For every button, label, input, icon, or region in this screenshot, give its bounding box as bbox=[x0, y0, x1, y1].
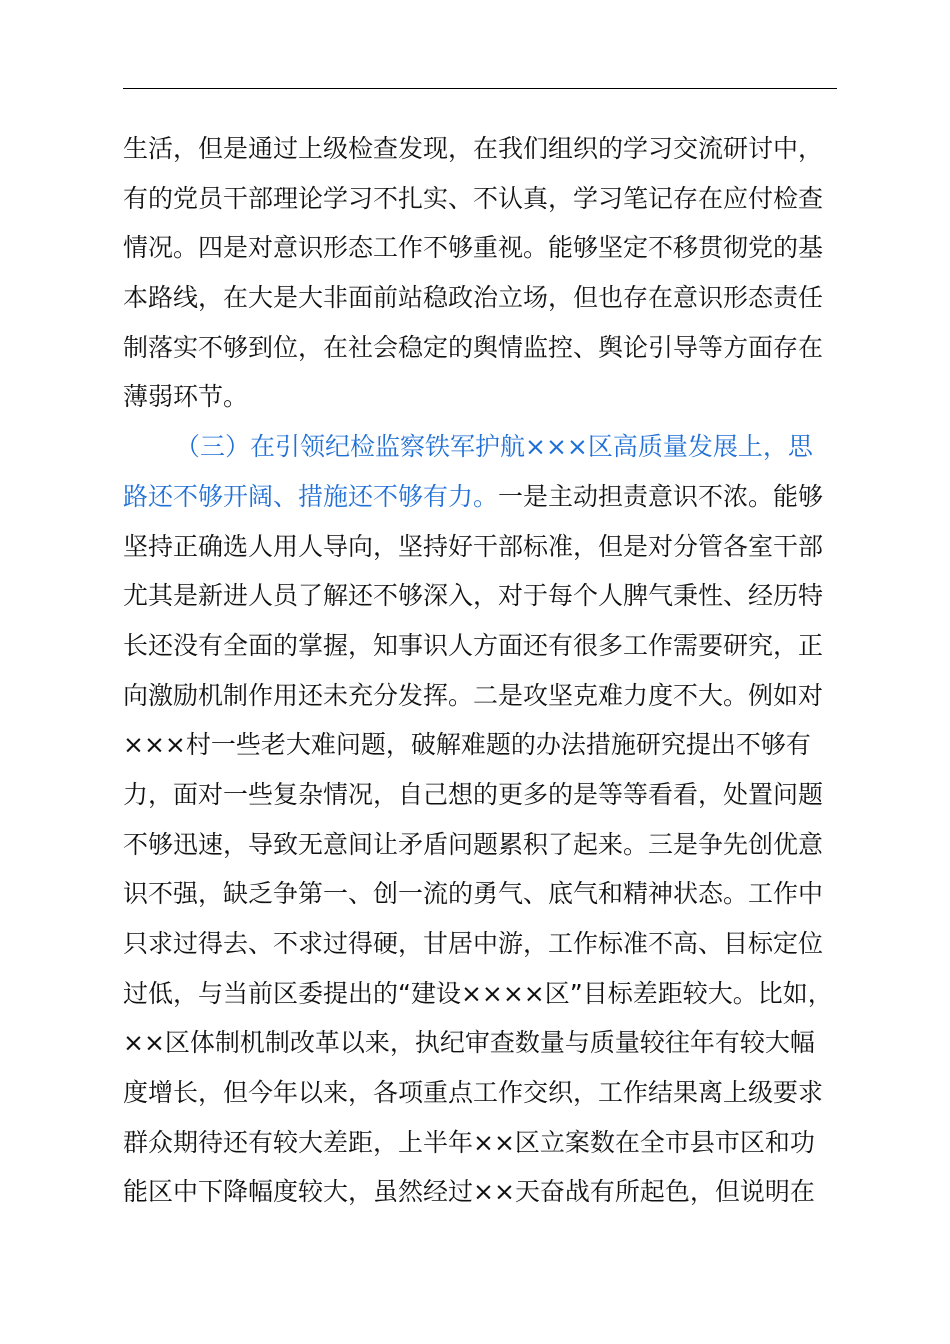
body-line-12: 向激励机制作用还未充分发挥。二是攻坚克难力度不大。例如对 bbox=[123, 680, 824, 710]
body-line-21: 群众期待还有较大差距，上半年××区立案数在全市县市区和功 bbox=[123, 1127, 815, 1157]
header-rule bbox=[123, 88, 837, 89]
body-line-20: 度增长，但今年以来，各项重点工作交织，工作结果离上级要求 bbox=[123, 1078, 824, 1108]
body-line-15: 不够迅速，导致无意间让矛盾问题累积了起来。三是争先创优意 bbox=[123, 829, 824, 859]
section-heading: （三）在引领纪检监察铁军护航×××区高质量发展上，思 bbox=[175, 432, 813, 462]
section-heading-continued: 路还不够开阔、措施还不够有力。 bbox=[123, 481, 499, 511]
body-line-10: 尤其是新进人员了解还不够深入，对于每个人脾气秉性、经历特 bbox=[123, 581, 824, 611]
body-line-2: 有的党员干部理论学习不扎实、不认真，学习笔记存在应付检查 bbox=[123, 183, 824, 213]
body-line-14: 力，面对一些复杂情况，自己想的更多的是等等看看，处置问题 bbox=[123, 779, 824, 809]
body-line-22: 能区中下降幅度较大，虽然经过××天奋战有所起色，但说明在 bbox=[123, 1177, 815, 1207]
body-line-11: 长还没有全面的掌握，知事识人方面还有很多工作需要研究，正 bbox=[123, 630, 824, 660]
body-line-18: 过低，与当前区委提出的“建设××××区”目标差距较大。比如， bbox=[123, 978, 833, 1008]
body-line-9: 坚持正确选人用人导向，坚持好干部标准，但是对分管各室干部 bbox=[123, 531, 824, 561]
body-line-1: 生活，但是通过上级检查发现，在我们组织的学习交流研讨中， bbox=[123, 134, 824, 163]
body-line-4: 本路线，在大是大非面前站稳政治立场，但也存在意识形态责任 bbox=[123, 283, 824, 313]
body-line-3: 情况。四是对意识形态工作不够重视。能够坚定不移贯彻党的基 bbox=[123, 233, 824, 263]
document-body bbox=[123, 124, 837, 1217]
body-line-5: 制落实不够到位，在社会稳定的舆情监控、舆论引导等方面存在 bbox=[123, 332, 824, 362]
body-line-6: 薄弱环节。 bbox=[123, 382, 249, 412]
section-heading-line-1 bbox=[123, 422, 837, 472]
body-line-13: ×××村一些老大难问题，破解难题的办法措施研究提出不够有 bbox=[123, 730, 811, 760]
body-line-19: ××区体制机制改革以来，执纪审查数量与质量较往年有较大幅 bbox=[123, 1028, 815, 1058]
section-heading-line-2: 路还不够开阔、措施还不够有力。一是主动担责意识不浓。能够 bbox=[123, 481, 824, 511]
body-line-16: 识不强，缺乏争第一、创一流的勇气、底气和精神状态。工作中 bbox=[123, 879, 824, 909]
body-line-17: 只求过得去、不求过得硬，甘居中游，工作标准不高、目标定位 bbox=[123, 929, 824, 958]
